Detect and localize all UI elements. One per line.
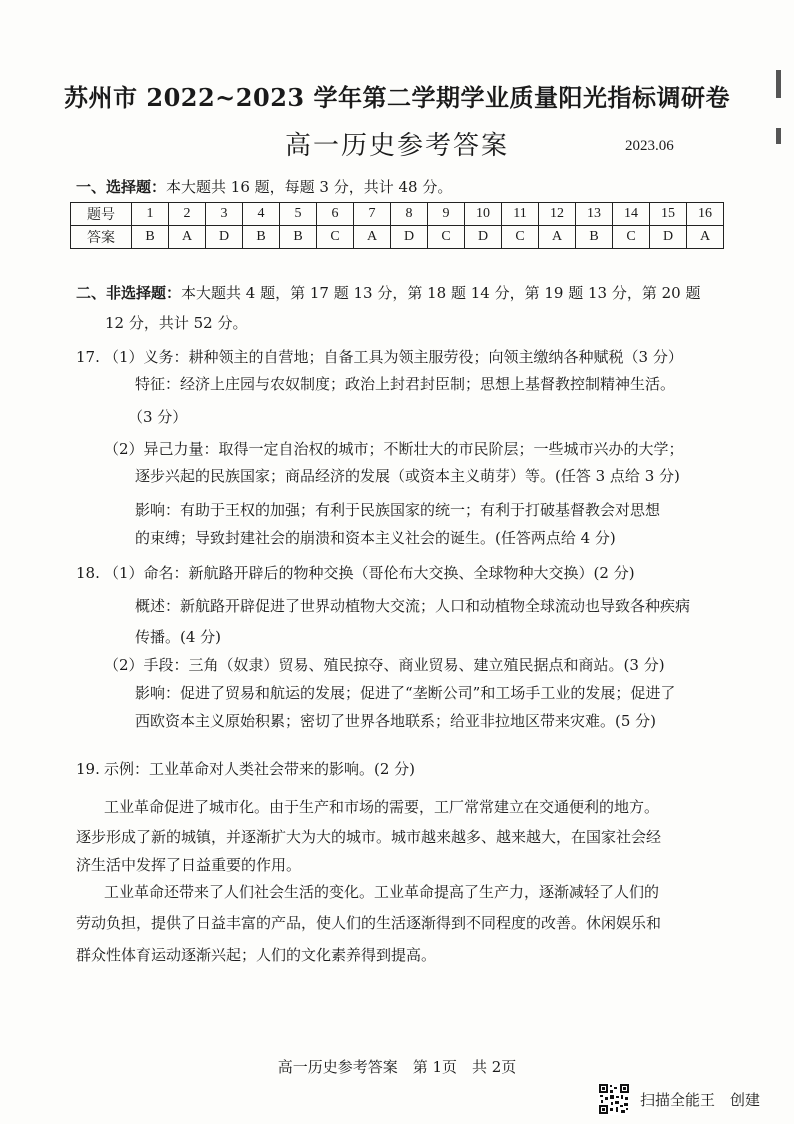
- question-number: 3: [206, 203, 243, 226]
- q18-line: 传播。(4 分): [135, 628, 222, 646]
- question-17-number: 17.: [76, 348, 100, 366]
- question-number: 6: [317, 203, 354, 226]
- answer-cell: A: [539, 226, 576, 249]
- answer-table: [70, 202, 724, 249]
- q19-paragraph-line: 劳动负担，提供了日益丰富的产品，使人们的生活逐渐得到不同程度的改善。休闲娱乐和: [76, 914, 662, 932]
- question-number: 7: [354, 203, 391, 226]
- answer-cell: B: [576, 226, 613, 249]
- answer-cell: D: [391, 226, 428, 249]
- question-number: 12: [539, 203, 576, 226]
- answer-cell: D: [650, 226, 687, 249]
- q19-paragraph-line: 工业革命还带来了人们社会生活的变化。工业革命提高了生产力，逐渐减轻了人们的: [104, 883, 660, 901]
- section-1-label: 一、选择题：: [76, 178, 167, 196]
- q19-paragraph-line: 济生活中发挥了日益重要的作用。: [76, 856, 302, 874]
- table-header-answer: 答案: [71, 226, 132, 249]
- answer-cell: B: [132, 226, 169, 249]
- document-title: 苏州市 2022~2023 学年第二学期学业质量阳光指标调研卷: [64, 83, 730, 112]
- answer-cell: C: [317, 226, 354, 249]
- question-19-number: 19.: [76, 760, 100, 778]
- q17-line: 特征：经济上庄园与农奴制度；政治上封君封臣制；思想上基督教控制精神生活。: [135, 375, 676, 393]
- answer-cell: A: [169, 226, 206, 249]
- table-header-number: 题号: [71, 203, 132, 226]
- question-number: 13: [576, 203, 613, 226]
- q17-line: （1）义务：耕种领主的自营地；自备工具为领主服劳役；向领主缴纳各种赋税（3 分）: [104, 348, 683, 366]
- question-number: 11: [502, 203, 539, 226]
- question-number: 10: [465, 203, 502, 226]
- page-footer: 高一历史参考答案 第 1页 共 2页: [277, 1058, 517, 1076]
- qr-code-icon: [598, 1083, 630, 1115]
- q19-paragraph-line: 群众性体育运动逐渐兴起；人们的文化素养得到提高。: [76, 946, 437, 964]
- answer-cell: C: [502, 226, 539, 249]
- answer-table-answer-row: [71, 226, 724, 249]
- answer-cell: A: [354, 226, 391, 249]
- answer-cell: C: [613, 226, 650, 249]
- scanner-watermark-text: 扫描全能王 创建: [640, 1091, 761, 1109]
- q18-line: 影响：促进了贸易和航运的发展；促进了“垄断公司”和工场手工业的发展；促进了: [135, 684, 676, 702]
- question-number: 2: [169, 203, 206, 226]
- answer-cell: C: [428, 226, 465, 249]
- question-number: 14: [613, 203, 650, 226]
- answer-table-number-row: [71, 203, 724, 226]
- section-2-label: 二、非选择题：: [76, 284, 182, 302]
- section-2-heading: [76, 282, 700, 303]
- q18-line: （1）命名：新航路开辟后的物种交换（哥伦布大交换、全球物种大交换）(2 分): [104, 564, 635, 582]
- q17-line: （2）异己力量：取得一定自治权的城市；不断壮大的市民阶层；一些城市兴办的大学；: [104, 440, 684, 458]
- question-number: 15: [650, 203, 687, 226]
- section-1-text: 本大题共 16 题，每题 3 分，共计 48 分。: [166, 178, 453, 196]
- question-number: 8: [391, 203, 428, 226]
- q18-line: 西欧资本主义原始积累；密切了世界各地联系；给亚非拉地区带来灾难。(5 分): [135, 712, 657, 730]
- q17-line: 逐步兴起的民族国家；商品经济的发展（或资本主义萌芽）等。(任答 3 点给 3 分): [135, 467, 680, 485]
- q18-line: 概述：新航路开辟促进了世界动植物大交流；人口和动植物全球流动也导致各种疾病: [135, 597, 691, 615]
- question-number: 1: [132, 203, 169, 226]
- answer-cell: A: [687, 226, 724, 249]
- section-2-text: 本大题共 4 题，第 17 题 13 分，第 18 题 14 分，第 19 题 13 分，第 20 题: [181, 284, 701, 302]
- document-date: 2023.06: [625, 138, 674, 154]
- answer-cell: B: [243, 226, 280, 249]
- answer-cell: B: [280, 226, 317, 249]
- q17-line: 影响：有助于王权的加强；有利于民族国家的统一；有利于打破基督教会对思想: [135, 501, 661, 519]
- q19-paragraph-line: 工业革命促进了城市化。由于生产和市场的需要，工厂常常建立在交通便利的地方。: [104, 798, 660, 816]
- question-number: 16: [687, 203, 724, 226]
- question-18-number: 18.: [76, 564, 100, 582]
- answer-cell: D: [465, 226, 502, 249]
- answer-cell: D: [206, 226, 243, 249]
- document-subtitle: 高一历史参考答案: [284, 131, 509, 161]
- q17-line: （3 分）: [128, 408, 188, 426]
- section-1-heading: [76, 176, 452, 197]
- question-number: 4: [243, 203, 280, 226]
- section-2-text-cont: 12 分，共计 52 分。: [105, 314, 248, 332]
- q19-example: 示例：工业革命对人类社会带来的影响。(2 分): [104, 760, 416, 778]
- q17-line: 的束缚；导致封建社会的崩溃和资本主义社会的诞生。(任答两点给 4 分): [135, 529, 616, 547]
- question-number: 5: [280, 203, 317, 226]
- q18-line: （2）手段：三角（奴隶）贸易、殖民掠夺、商业贸易、建立殖民据点和商站。(3 分): [104, 656, 665, 674]
- question-number: 9: [428, 203, 465, 226]
- q19-paragraph-line: 逐步形成了新的城镇，并逐渐扩大为大的城市。城市越来越多、越来越大，在国家社会经: [76, 828, 662, 846]
